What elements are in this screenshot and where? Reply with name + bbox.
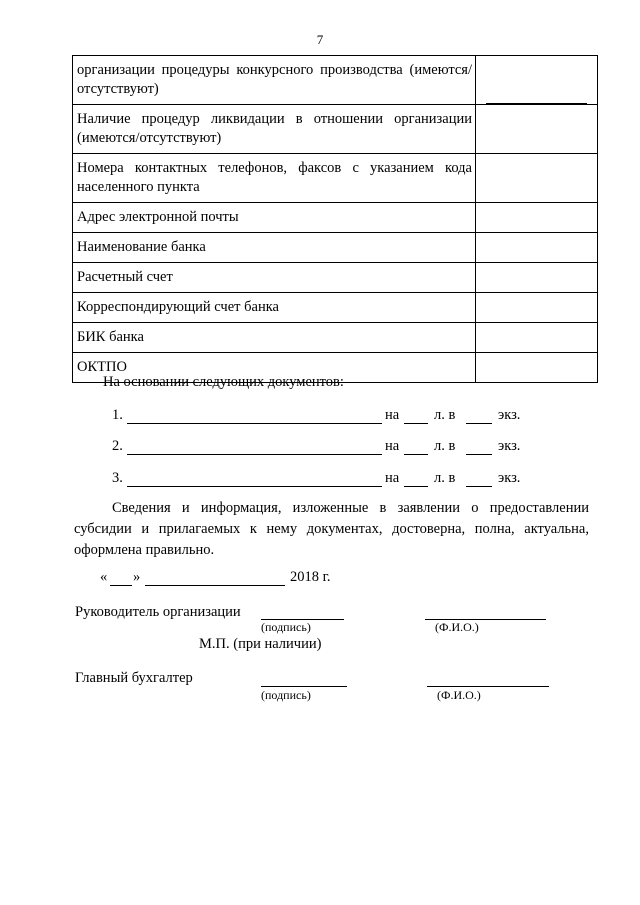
row-label: Наименование банка bbox=[73, 233, 476, 263]
document-na-label: на bbox=[385, 407, 400, 423]
table-row bbox=[73, 203, 598, 233]
table-row bbox=[73, 105, 598, 154]
document-line bbox=[112, 438, 532, 458]
row-label: БИК банка bbox=[73, 323, 476, 353]
head-signature-block bbox=[75, 604, 595, 656]
head-signature-field[interactable] bbox=[261, 604, 344, 620]
accountant-signature-field[interactable] bbox=[261, 671, 347, 687]
table-row bbox=[73, 154, 598, 203]
document-name-field[interactable] bbox=[127, 471, 382, 487]
row-label: Наличие процедур ликвидации в отношении организации (имеются/отсутствуют) bbox=[73, 105, 476, 154]
row-label: Расчетный счет bbox=[73, 263, 476, 293]
accountant-title: Главный бухгалтер bbox=[75, 670, 193, 686]
document-sheets-label: л. в bbox=[434, 470, 456, 486]
row-value-field[interactable] bbox=[476, 56, 598, 105]
head-title: Руководитель организации bbox=[75, 604, 241, 620]
head-name-field[interactable] bbox=[425, 604, 546, 620]
stamp-note: М.П. (при наличии) bbox=[199, 636, 322, 652]
document-line bbox=[112, 470, 532, 490]
document-number: 2. bbox=[112, 438, 123, 454]
table-row bbox=[73, 233, 598, 263]
accountant-signature-block bbox=[75, 670, 595, 704]
document-copies-label: экз. bbox=[498, 438, 521, 454]
document-line bbox=[112, 407, 532, 427]
document-name-field[interactable] bbox=[127, 439, 382, 455]
document-sheets-label: л. в bbox=[434, 407, 456, 423]
row-value-field[interactable] bbox=[476, 293, 598, 323]
accountant-name-field[interactable] bbox=[427, 671, 549, 687]
date-open-quote: « bbox=[100, 569, 108, 585]
document-sheets-field[interactable] bbox=[404, 439, 428, 455]
document-copies-label: экз. bbox=[498, 407, 521, 423]
date-day-field[interactable] bbox=[110, 570, 132, 586]
document-copies-field[interactable] bbox=[466, 471, 492, 487]
document-copies-field[interactable] bbox=[466, 408, 492, 424]
table-row bbox=[73, 323, 598, 353]
document-sheets-field[interactable] bbox=[404, 471, 428, 487]
row-value-field[interactable] bbox=[476, 353, 598, 383]
row-value-field[interactable] bbox=[476, 263, 598, 293]
head-signature-caption: (подпись) bbox=[261, 620, 311, 634]
page-number: 7 bbox=[316, 32, 324, 47]
table-row bbox=[73, 263, 598, 293]
document-number: 3. bbox=[112, 470, 123, 486]
row-label: Адрес электронной почты bbox=[73, 203, 476, 233]
row-label: ОКТПО bbox=[73, 353, 476, 383]
document-sheets-label: л. в bbox=[434, 438, 456, 454]
row-value-field[interactable] bbox=[476, 233, 598, 263]
row-label: Корреспондирующий счет банка bbox=[73, 293, 476, 323]
row-label: организации процедуры конкурсного производства (имеются/отсутствуют) bbox=[73, 56, 476, 105]
date-month-field[interactable] bbox=[145, 570, 285, 586]
basis-heading: На основании следующих документов: bbox=[103, 374, 344, 390]
head-name-caption: (Ф.И.О.) bbox=[435, 620, 479, 634]
row-label: Номера контактных телефонов, факсов с указанием кода населенного пункта bbox=[73, 154, 476, 203]
document-name-field[interactable] bbox=[127, 408, 382, 424]
date-line bbox=[100, 569, 360, 589]
statement-text: Сведения и информация, изложенные в заявлении о предоставлении субсидии и прилагаемых к нему документах, достоверна, полна, актуальна, оформлена правильно. bbox=[74, 500, 589, 558]
document-sheets-field[interactable] bbox=[404, 408, 428, 424]
accountant-signature-caption: (подпись) bbox=[261, 688, 311, 702]
table-row bbox=[73, 56, 598, 105]
accountant-name-caption: (Ф.И.О.) bbox=[437, 688, 481, 702]
row-value-field[interactable] bbox=[476, 203, 598, 233]
date-close-quote: » bbox=[133, 569, 141, 585]
document-copies-field[interactable] bbox=[466, 439, 492, 455]
table-row bbox=[73, 293, 598, 323]
document-copies-label: экз. bbox=[498, 470, 521, 486]
document-na-label: на bbox=[385, 470, 400, 486]
row-value-field[interactable] bbox=[476, 105, 598, 154]
applicant-info-table bbox=[72, 55, 598, 383]
document-number: 1. bbox=[112, 407, 123, 423]
date-year: 2018 г. bbox=[290, 569, 331, 585]
document-na-label: на bbox=[385, 438, 400, 454]
row-value-field[interactable] bbox=[476, 323, 598, 353]
row-value-field[interactable] bbox=[476, 154, 598, 203]
